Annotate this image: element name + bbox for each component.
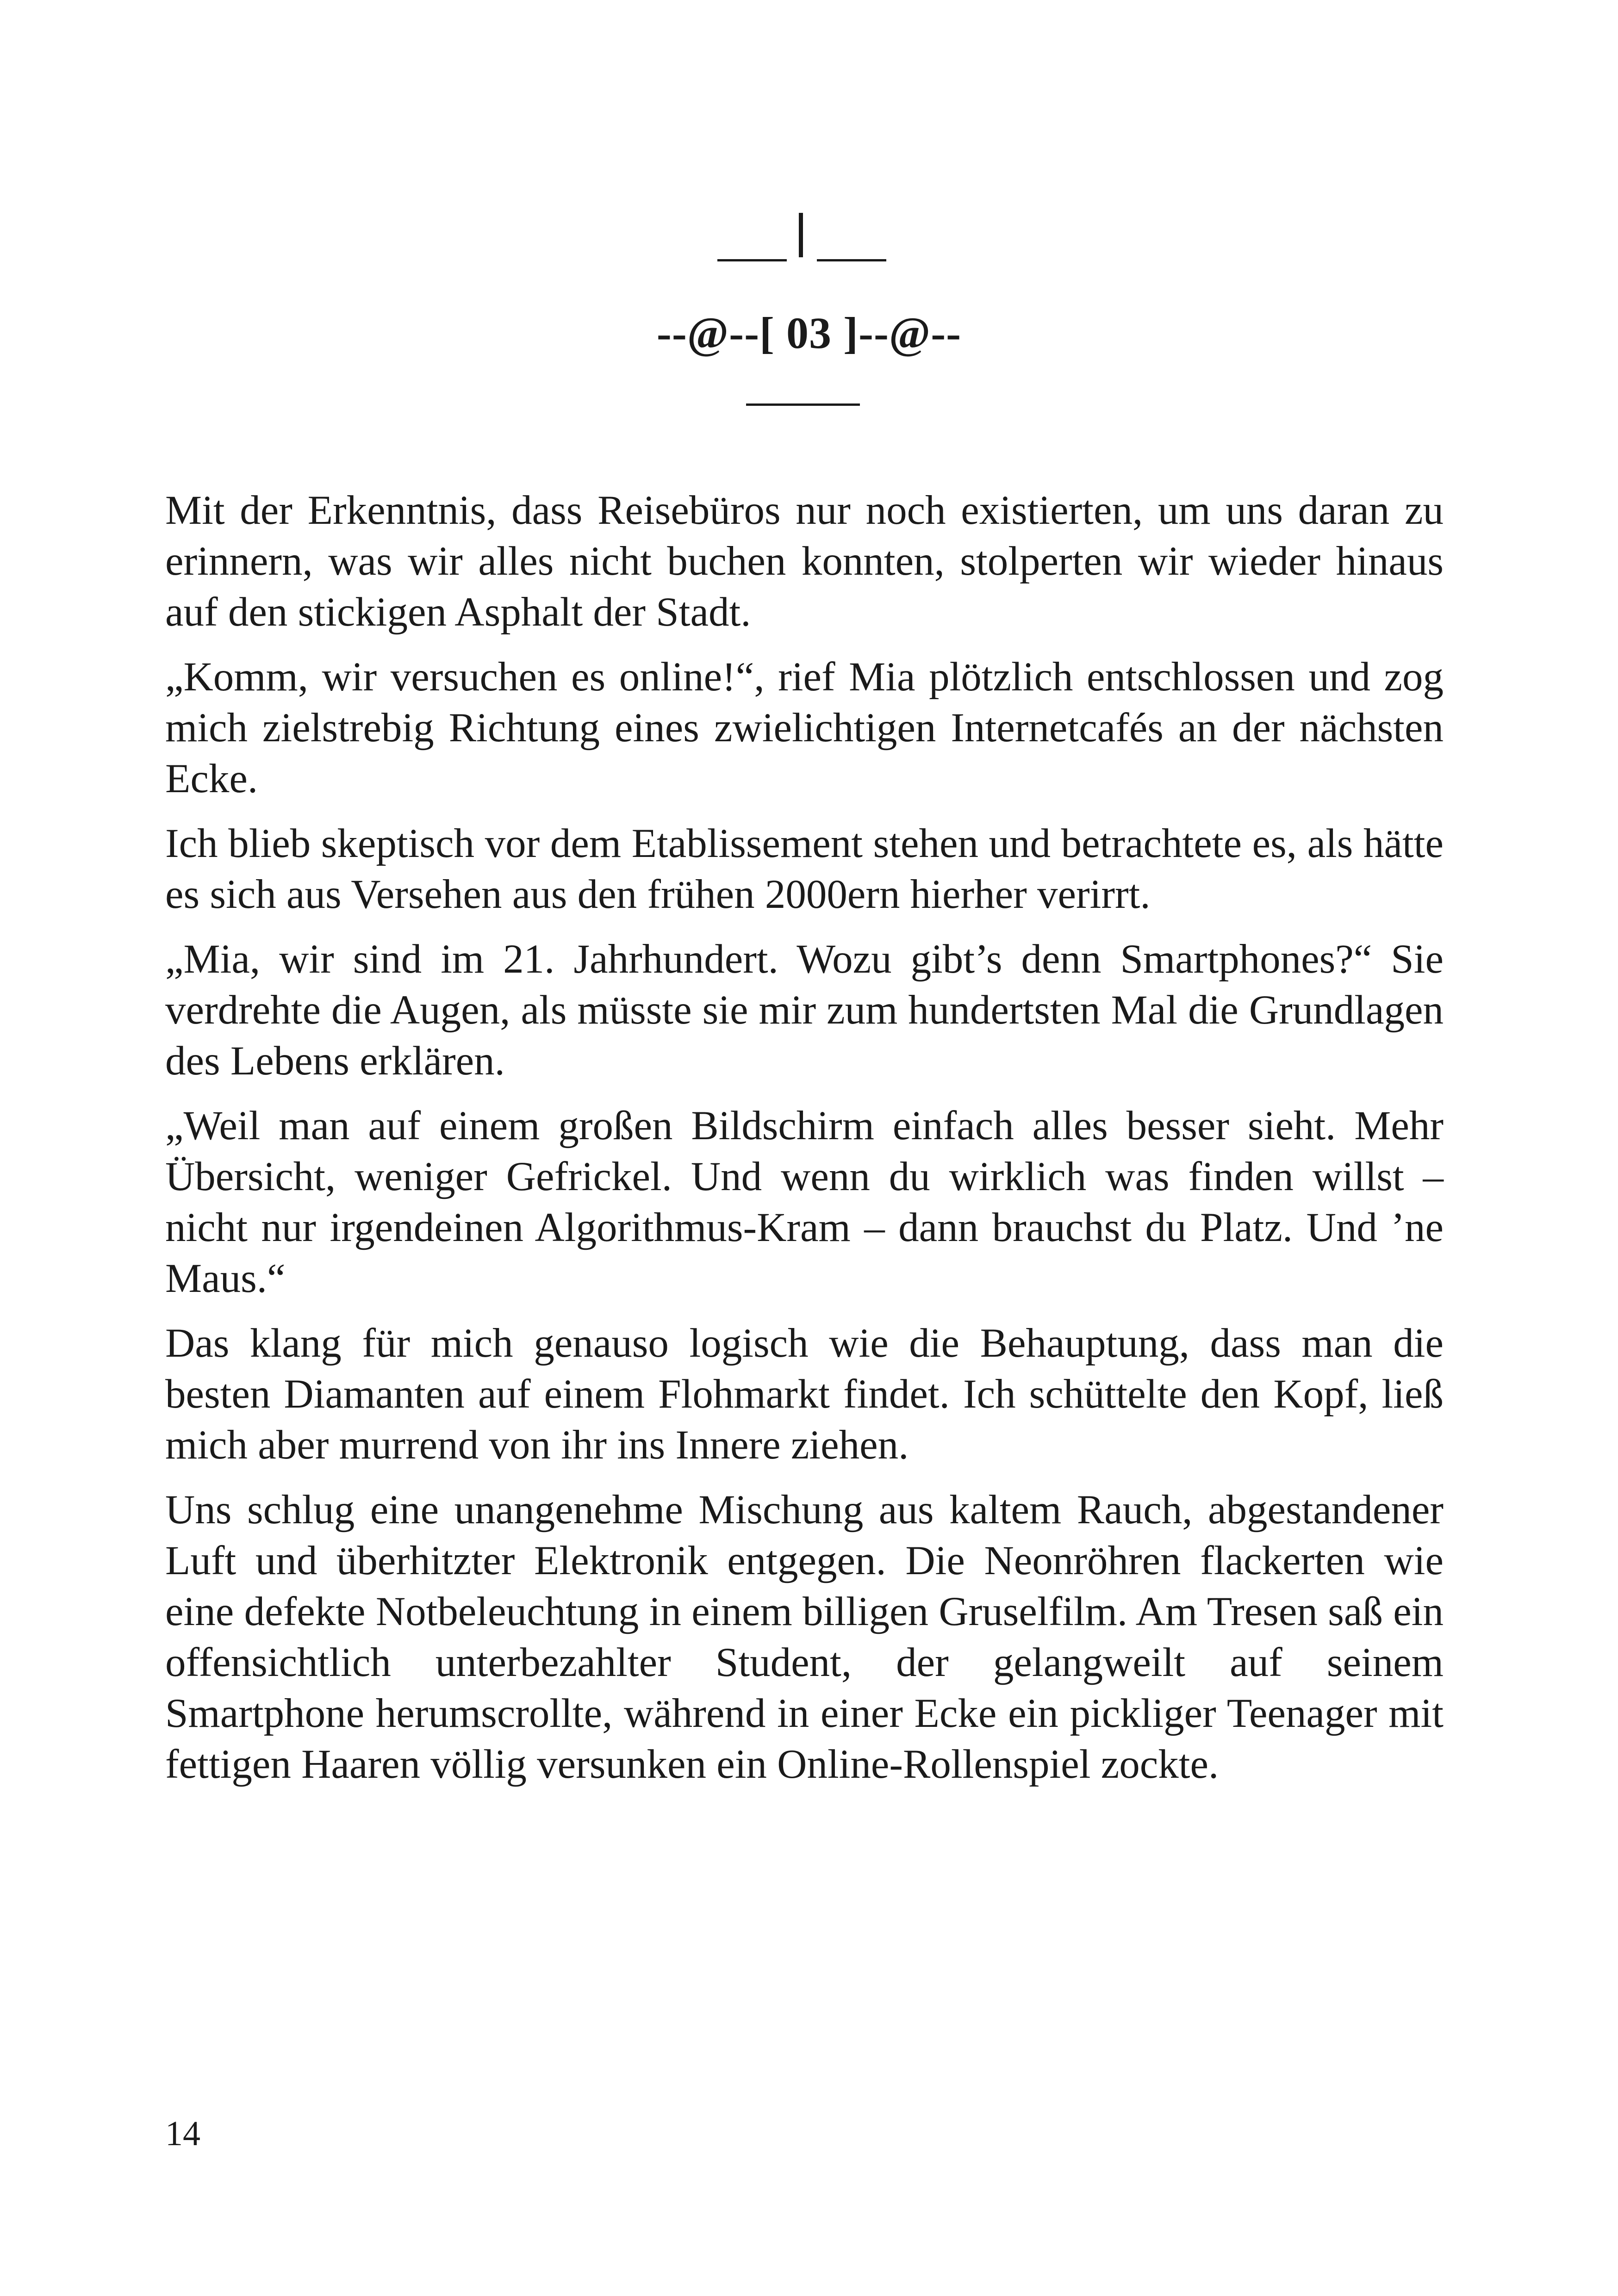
- ornament-rule-right: [817, 259, 886, 261]
- chapter-ornament-bottom-rule: [746, 403, 860, 406]
- paragraph: „Komm, wir versuchen es online!“, rief Mia plötzlich entschlossen und zog mich zielstrebig Richtung eines zwielichtigen Internetcafés an der nächsten Ecke.: [165, 654, 1444, 801]
- paragraph: „Weil man auf einem großen Bildschirm einfach alles besser sieht. Mehr Übersicht, weniger Gefrickel. Und wenn du wirklich was finden willst – nicht nur irgendeinen Algorithmus-Kram – dann brauchst du Platz. Und ’ne Maus.“: [165, 1103, 1444, 1301]
- chapter-ornament-top: [717, 213, 889, 264]
- page-number: 14: [165, 2114, 200, 2153]
- chapter-heading: --@--[ 03 ]--@--: [656, 308, 962, 358]
- paragraph: Ich blieb skeptisch vor dem Etablissement stehen und betrachtete es, als hätte es sich aus Versehen aus den frühen 2000ern hierher verirrt.: [165, 821, 1444, 917]
- paragraph: Mit der Erkenntnis, dass Reisebüros nur noch existierten, um uns daran zu erinnern, was wir alles nicht buchen konnten, stolperten wir wieder hinaus auf den stickigen Asphalt der Stadt.: [165, 488, 1444, 635]
- paragraph: Uns schlug eine unangenehme Mischung aus kaltem Rauch, abgestandener Luft und überhitzter Elektronik entgegen. Die Neonröhren flackerten wie eine defekte Notbeleuchtung in einem billigen Gruselfilm. Am Tresen saß ein offensichtlich unterbezahlter Student, der gelangweilt auf seinem Smartphone herumscrollte, während in einer Ecke ein pickliger Teenager mit fettigen Haaren völlig versunken ein Online-Rollenspiel zockte.: [165, 1487, 1444, 1787]
- ornament-vertical-bar: [799, 213, 803, 257]
- ornament-rule-left: [717, 259, 787, 261]
- body-text: [165, 485, 1444, 1804]
- paragraph: „Mia, wir sind im 21. Jahrhundert. Wozu gibt’s denn Smartphones?“ Sie verdrehte die Augen, als müsste sie mir zum hundertsten Mal die Grundlagen des Lebens erklären.: [165, 937, 1444, 1084]
- paragraph: Das klang für mich genauso logisch wie die Behauptung, dass man die besten Diamanten auf einem Flohmarkt findet. Ich schüttelte den Kopf, ließ mich aber murrend von ihr ins Innere ziehen.: [165, 1321, 1444, 1468]
